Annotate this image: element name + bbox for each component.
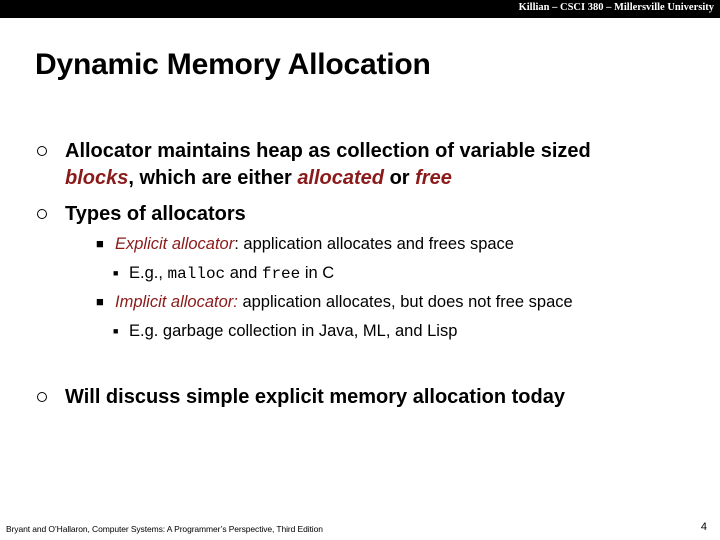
emphasis-blocks: blocks (65, 167, 129, 189)
text-fragment: E.g., (129, 264, 168, 282)
emphasis-free: free (415, 167, 452, 189)
sub-bullet-explicit (115, 233, 514, 255)
course-header: Killian – CSCI 380 – Millersville University (518, 2, 714, 13)
text-fragment: in C (300, 264, 335, 282)
page-number: 4 (700, 521, 707, 533)
text-fragment: or (384, 167, 416, 189)
text-fragment: : application allocates and frees space (234, 235, 514, 253)
bullet-types-of-allocators: Types of allocators (65, 203, 246, 225)
text-fragment: , which are either (128, 167, 298, 189)
bullet-circle-icon (37, 392, 47, 402)
square-bullet-icon: ■ (113, 326, 119, 336)
code-free: free (261, 265, 301, 283)
sub-bullet-implicit (115, 291, 573, 313)
square-bullet-icon: ■ (113, 268, 119, 278)
code-malloc: malloc (167, 265, 226, 283)
bullet-allocator-heap (65, 138, 591, 192)
footer-citation: Bryant and O’Hallaron, Computer Systems: A Programmer’s Perspective, Third Edition (6, 524, 323, 534)
square-bullet-icon: ■ (96, 294, 104, 309)
term-explicit-allocator: Explicit allocator (115, 235, 235, 253)
term-implicit-allocator: Implicit allocator: (115, 293, 238, 311)
emphasis-allocated: allocated (297, 167, 385, 189)
bullet-will-discuss: Will discuss simple explicit memory allocation today (65, 386, 565, 408)
subsub-bullet-garbage-collection: E.g. garbage collection in Java, ML, and Lisp (129, 322, 458, 340)
square-bullet-icon: ■ (96, 236, 104, 251)
bullet-circle-icon (37, 146, 47, 156)
header-bar (0, 0, 720, 18)
slide-title: Dynamic Memory Allocation (35, 48, 431, 81)
text-fragment: application allocates, but does not free space (237, 293, 573, 311)
subsub-bullet-malloc (129, 262, 334, 285)
bullet-line: Allocator maintains heap as collection of variable sized (65, 140, 591, 162)
bullet-line (65, 165, 591, 192)
text-fragment: and (225, 264, 262, 282)
bullet-circle-icon (37, 209, 47, 219)
